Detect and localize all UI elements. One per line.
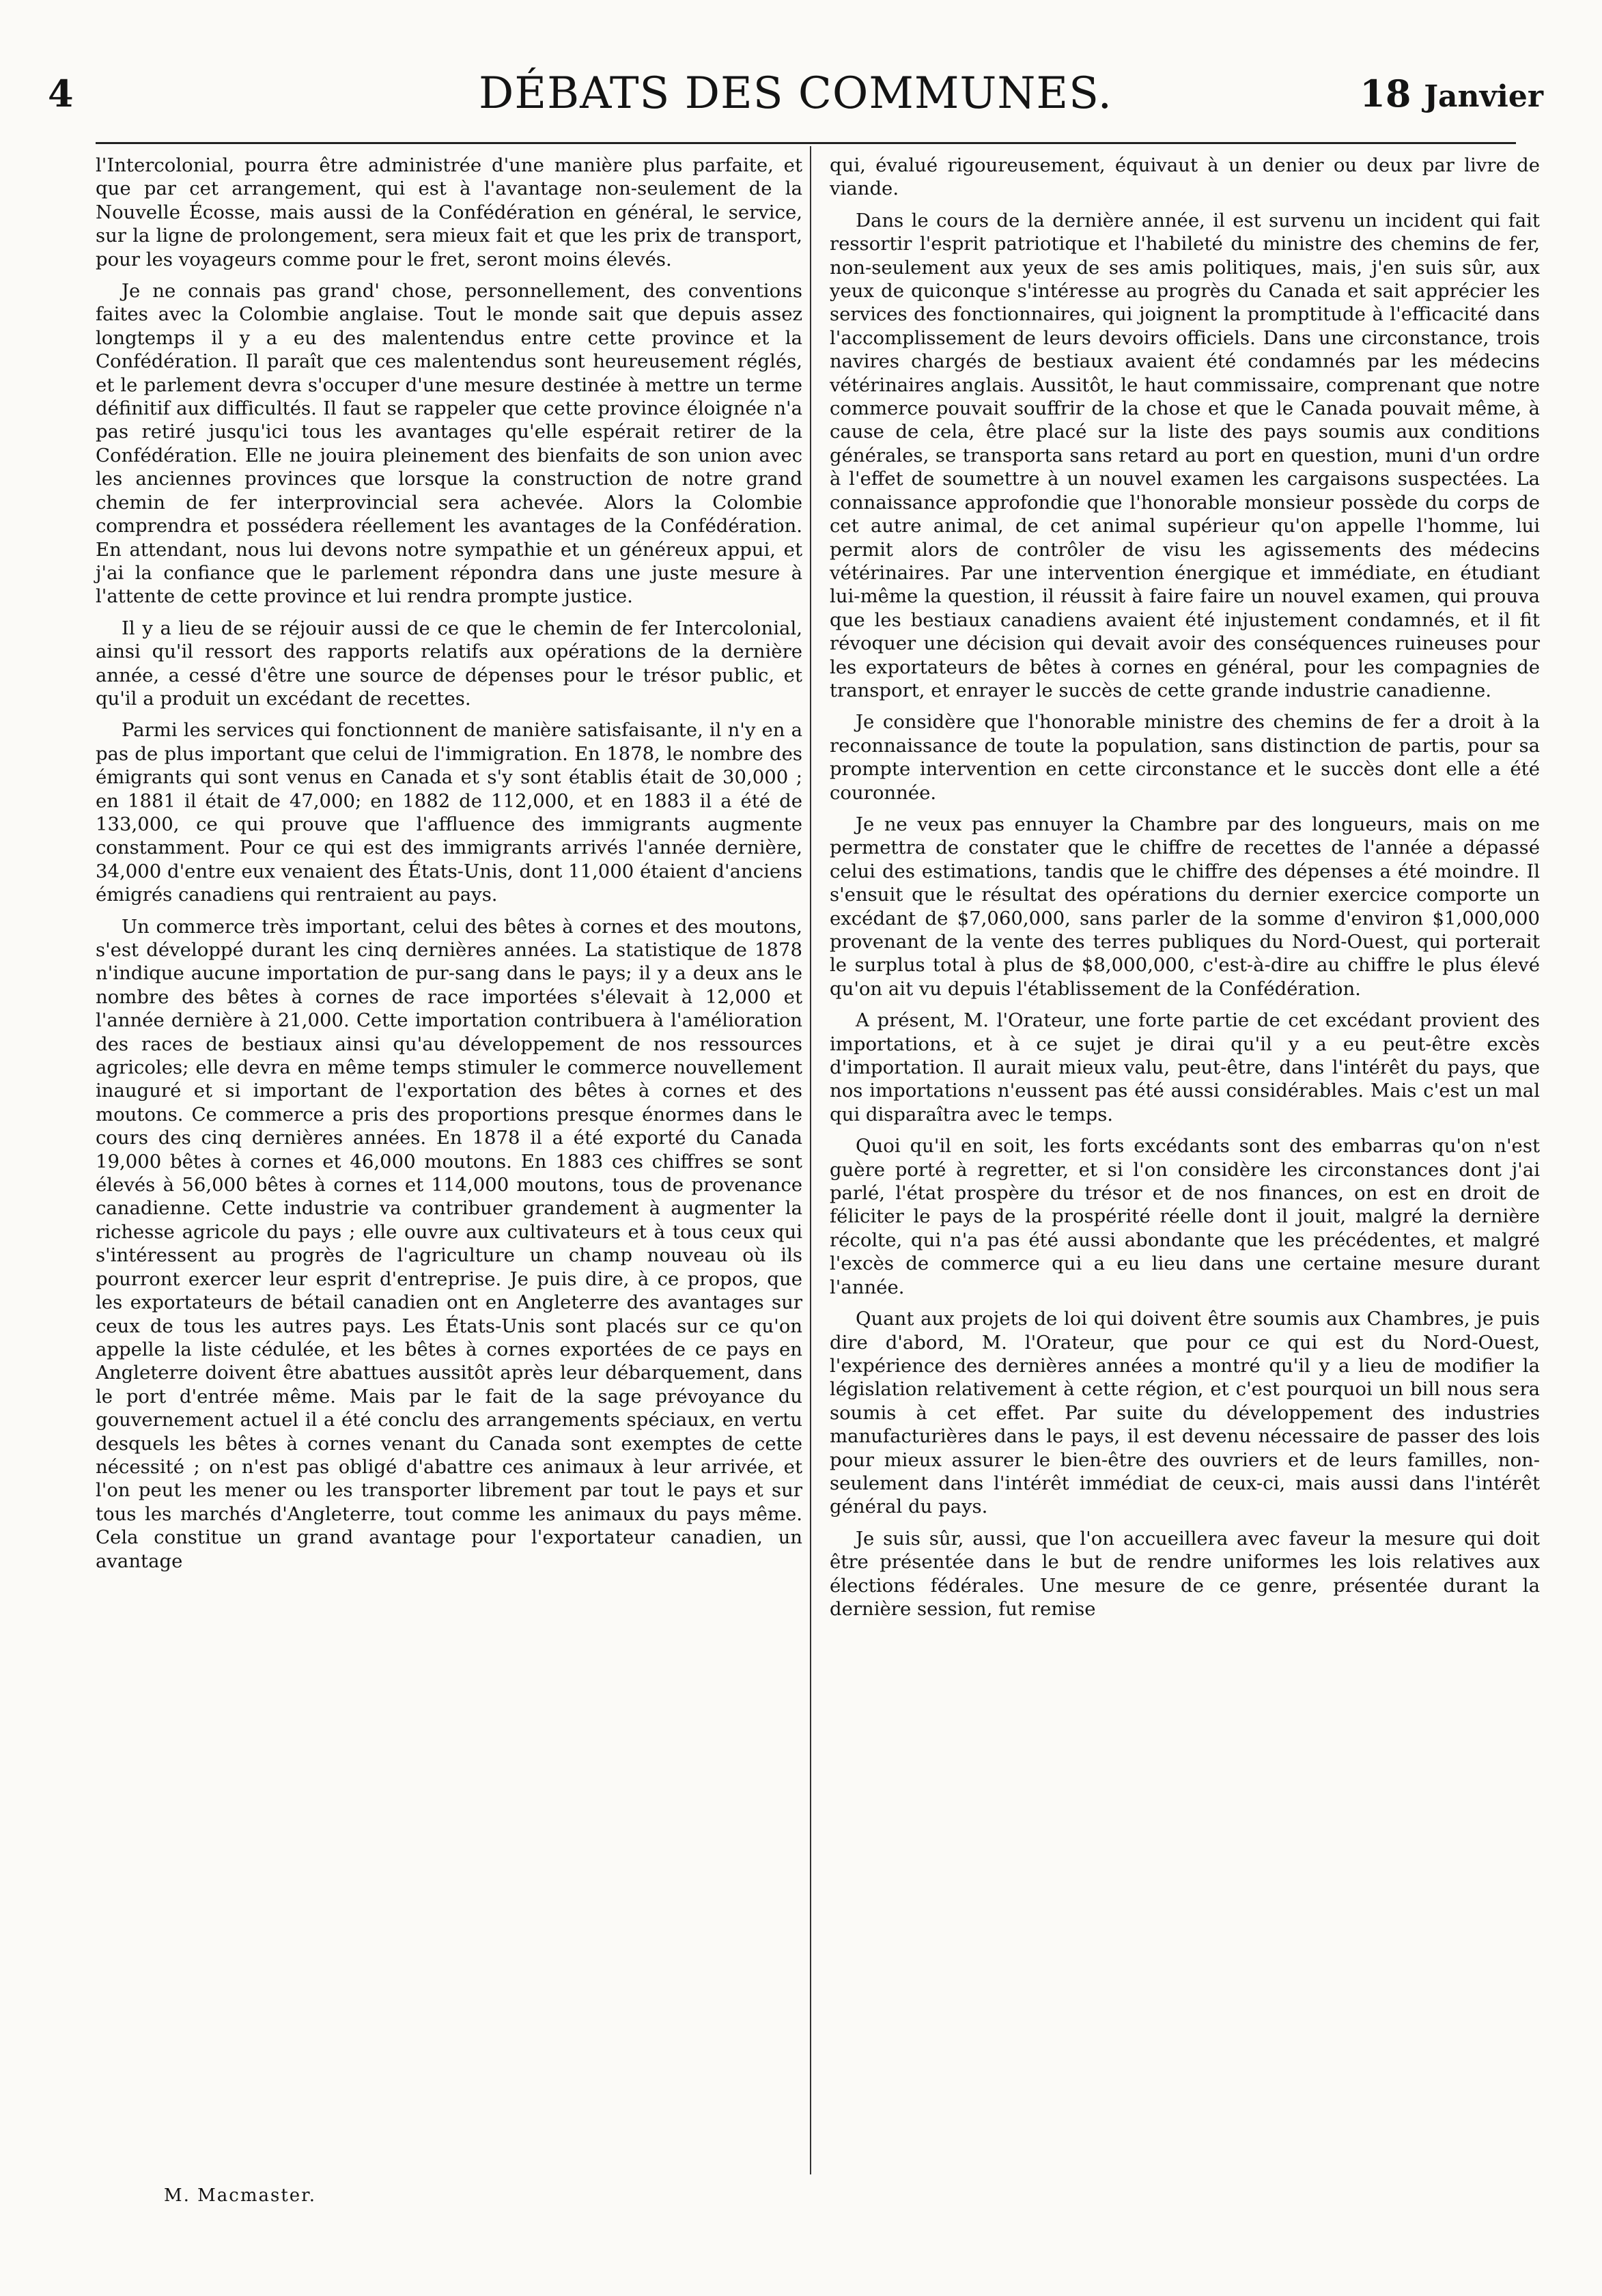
- right-paragraph: qui, évalué rigoureusement, équivaut à un denier ou deux par livre de viande.: [830, 154, 1540, 200]
- right-paragraph: Dans le cours de la dernière année, il est survenu un incident qui fait ressortir l'esprit patriotique et l'habileté du ministre des chemins de fer, non-seulement aux yeux de ses amis politiques, mais, j'en suis sûr, aux yeux de quiconque s'intéresse au progrès du Canada et sait apprécier les services des fonctionnaires, qui joignent la promptitude à l'efficacité dans l'accomplissement de leurs devoirs officiels. Dans une circonstance, trois navires chargés de bestiaux avaient été condamnés par les médecins vétérinaires anglais. Aussitôt, le haut commissaire, comprenant que notre commerce pouvait souffrir de la chose et que le Canada pouvait même, à cause de cela, être placé sur la liste des pays soumis aux conditions générales, se transporta sans retard au port en question, muni d'un ordre à l'effet de soumettre à un nouvel examen les cargaisons suspectées. La connaissance approfondie que l'honorable monsieur possède du corps de cet autre animal, de cet animal supérieur qu'on appelle l'homme, lui permit alors de contrôler de visu les agissements des médecins vétérinaires. Par une intervention énergique et immédiate, en étudiant lui-même la question, il réussit à faire faire un nouvel examen, qui prouva que les bestiaux canadiens avaient été injustement condamnés, et il fit révoquer une décision qui devait avoir des conséquences ruineuses pour les exportateurs de bêtes à cornes en général, pour les compagnies de transport, et enrayer le succès de cette grande industrie canadienne.: [830, 209, 1540, 701]
- page-header: [48, 65, 1543, 126]
- header-date: [1360, 72, 1543, 115]
- right-paragraph: Je ne veux pas ennuyer la Chambre par des longueurs, mais on me permettra de constater que le chiffre de recettes de l'année a dépassé celui des estimations, tandis que le chiffre des dépenses a été moindre. Il s'ensuit que le résultat des opérations du dernier exercice comporte un excédant de $7,060,000, sans parler de la somme d'environ $1,000,000 provenant de la vente des terres publiques du Nord-Ouest, qui porterait le surplus total à plus de $8,000,000, c'est-à-dire au chiffre le plus élevé qu'on ait vu depuis l'établissement de la Confédération.: [830, 813, 1540, 1000]
- right-paragraph: A présent, M. l'Orateur, une forte partie de cet excédant provient des importations, et à ce sujet je dirai qu'il y a eu peut-être excès d'importation. Il aurait mieux valu, peut-être, dans l'intérêt du pays, que nos importations n'eussent pas été aussi considérables. Mais c'est un mal qui disparaîtra avec le temps.: [830, 1009, 1540, 1125]
- right-column: [830, 154, 1540, 1629]
- column-divider: [810, 146, 811, 2174]
- left-paragraph: Un commerce très important, celui des bêtes à cornes et des moutons, s'est développé durant les cinq dernières années. La statistique de 1878 n'indique aucune importation de pur-sang dans le pays; il y a deux ans le nombre des bêtes à cornes de race importées s'élevait à 12,000 et l'année dernière à 21,000. Cette importation contribuera à l'amélioration des races de bestiaux ainsi qu'au développement de nos ressources agricoles; elle devra en même temps stimuler le commerce nouvellement inauguré et si important de l'exportation des bêtes à cornes et des moutons. Ce commerce a pris des proportions presque énormes dans le cours des cinq dernières années. En 1878 il a été exporté du Canada 19,000 bêtes à cornes et 46,000 moutons. En 1883 ces chiffres se sont élevés à 56,000 bêtes à cornes et 114,000 moutons, tous de provenance canadienne. Cette industrie va contribuer grandement à augmenter la richesse agricole du pays ; elle ouvre aux cultivateurs et à tous ceux qui s'intéressent au progrès de l'agriculture un champ nouveau où ils pourront exercer leur esprit d'entreprise. Je puis dire, à ce propos, que les exportateurs de bétail canadien ont en Angleterre des avantages sur ceux de tous les autres pays. Les États-Unis sont placés sur ce qu'on appelle la liste cédulée, et les bêtes à cornes exportées de ce pays en Angleterre doivent être abattues aussitôt après leur débarquement, dans le port d'entrée même. Mais par le fait de la sage prévoyance du gouvernement actuel il a été conclu des arrangements spéciaux, en vertu desquels les bêtes à cornes venant du Canada sont exemptes de cette nécessité ; on n'est pas obligé d'abattre ces animaux à leur arrivée, et l'on peut les mener ou les transporter librement par tout le pays et sur tous les marchés d'Angleterre, tout comme les animaux du pays même. Cela constitue un grand avantage pour l'exportateur canadien, un avantage: [96, 915, 802, 1572]
- right-paragraph: Quoi qu'il en soit, les forts excédants sont des embarras qu'on n'est guère porté à regretter, et si l'on considère les circonstances dont j'ai parlé, l'état prospère du trésor et de nos finances, on est en droit de féliciter le pays de la prospérité réelle dont il jouit, malgré la dernière récolte, qui n'a pas été aussi abondante que les précédentes, et malgré l'excès de commerce qui a eu lieu dans une certaine mesure durant l'année.: [830, 1135, 1540, 1298]
- right-paragraph: Quant aux projets de loi qui doivent être soumis aux Chambres, je puis dire d'abord, M. l'Orateur, que pour ce qui est du Nord-Ouest, l'expérience des dernières années a montré qu'il y a lieu de modifier la législation relativement à cette région, et c'est pourquoi un bill nous sera soumis à cet effet. Par suite du développement des industries manufacturières dans le pays, il est devenu nécessaire de passer des lois pour mieux assurer le bien-être des ouvriers et de leurs familles, non-seulement dans l'intérêt immédiat de ceux-ci, mais aussi dans l'intérêt général du pays.: [830, 1308, 1540, 1518]
- header-date-day: 18: [1360, 72, 1411, 115]
- left-paragraph: Je ne connais pas grand' chose, personnellement, des conventions faites avec la Colombie anglaise. Tout le monde sait que depuis assez longtemps il y a eu des malentendus entre cette province et la Confédération. Il paraît que ces malentendus sont heureusement réglés, et le parlement devra s'occuper d'une mesure destinée à mettre un terme définitif aux difficultés. Il faut se rappeler que cette province éloignée n'a pas retiré jusqu'ici tous les avantages qu'elle espérait retirer de la Confédération. Elle ne jouira pleinement des bienfaits de son union avec les anciennes provinces que lorsque la construction de notre grand chemin de fer interprovincial sera achevée. Alors la Colombie comprendra et possédera réellement les avantages de la Confédération. En attendant, nous lui devons notre sympathie et un généreux appui, et j'ai la confiance que le parlement répondra dans une juste mesure à l'attente de cette province et lui rendra prompte justice.: [96, 280, 802, 608]
- header-rule: [96, 142, 1516, 144]
- right-paragraph: Je suis sûr, aussi, que l'on accueillera avec faveur la mesure qui doit être présentée dans le but de rendre uniformes les lois relatives aux élections fédérales. Une mesure de ce genre, présentée durant la dernière session, fut remise: [830, 1527, 1540, 1620]
- left-column: [96, 154, 802, 1581]
- right-paragraph: Je considère que l'honorable ministre des chemins de fer a droit à la reconnaissance de toute la population, sans distinction de partis, pour sa prompte intervention en cette circonstance et le succès dont elle a été couronnée.: [830, 711, 1540, 804]
- signature-line: M. Macmaster.: [164, 2185, 317, 2206]
- page-title: DÉBATS DES COMMUNES.: [479, 68, 1112, 119]
- left-paragraph: l'Intercolonial, pourra être administrée d'une manière plus parfaite, et que par cet arrangement, qui est à l'avantage non-seulement de la Nouvelle Écosse, mais aussi de la Confédération en général, le service, sur la ligne de prolongement, sera mieux fait et que les prix de transport, pour les voyageurs comme pour le fret, seront moins élevés.: [96, 154, 802, 270]
- page-number: 4: [48, 72, 74, 115]
- left-paragraph: Il y a lieu de se réjouir aussi de ce que le chemin de fer Intercolonial, ainsi qu'il ressort des rapports relatifs aux opérations de la dernière année, a cessé d'être une source de dépenses pour le trésor public, et qu'il a produit un excédant de recettes.: [96, 617, 802, 710]
- left-paragraph: Parmi les services qui fonctionnent de manière satisfaisante, il n'y en a pas de plus important que celui de l'immigration. En 1878, le nombre des émigrants qui sont venus en Canada et s'y sont établis était de 30,000 ; en 1881 il était de 47,000; en 1882 de 112,000, et en 1883 il a été de 133,000, ce qui prouve que l'affluence des immigrants augmente constamment. Pour ce qui est des immigrants arrivés l'année dernière, 34,000 d'entre eux venaient des États-Unis, dont 11,000 étaient d'anciens émigrés canadiens qui rentraient au pays.: [96, 719, 802, 906]
- header-date-month: Janvier: [1424, 79, 1543, 114]
